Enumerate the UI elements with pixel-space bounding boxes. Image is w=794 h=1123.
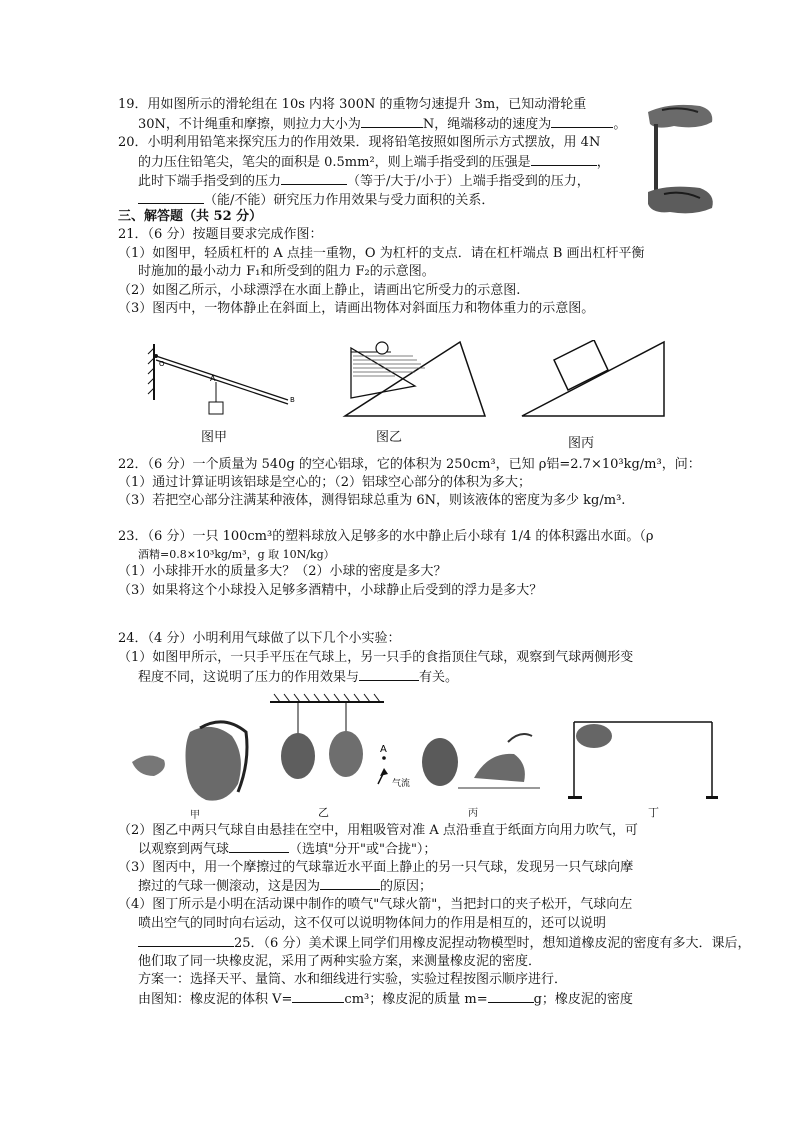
q24-text-a: 程度不同，这说明了压力的作用效果与 [138,670,360,685]
q24-text-f: 的原因； [380,879,433,894]
q20-line3 [138,172,590,191]
q20-blank-compare[interactable] [281,172,347,185]
q19-line1: 19．用如图所示的滑轮组在 10s 内将 300N 的重物匀速提升 3m，已知动滑轮重 [118,97,587,112]
q21-p2: （2）如图乙所示，小球漂浮在水面上静止，请画出它所受力的示意图. [118,283,521,298]
caption-balloon-jia: 甲 [190,810,200,821]
floating-ball [376,342,388,354]
q24-p3 [138,877,432,896]
lever-label-b: B [290,396,295,404]
q24-p3a: （3）图丙中，用一个摩擦过的气球靠近水平面上静止的另一只气球，发现另一只气球向摩 [118,860,634,875]
q22-p1: （1）通过计算证明该铝球是空心的；（2）铝球空心部分的体积为多大； [118,475,532,490]
caption-fig-yi: 图乙 [376,430,403,445]
q20-text-c: 此时下端手指受到的压力 [138,174,282,189]
q20-blank-can[interactable] [138,191,204,204]
q25-text-d: g；橡皮泥的密度 [533,992,633,1007]
point-a-label: A [380,744,387,755]
balloon-experiments-figure [128,692,718,814]
q24-blank-3[interactable] [320,877,380,890]
q22-p3: （3）若把空心部分注满某种液体，测得铝球总重为 6N，则该液体的密度为多少 kg/m³. [118,493,626,508]
balloon-rocket [576,724,612,748]
q24-text-b: 有关。 [419,670,459,685]
q20-text-d: （等于/大于/小于）上端手指受到的压力， [347,174,590,189]
q21-p1a: （1）如图甲，轻质杠杆的 A 点挂一重物，O 为杠杆的支点．请在杠杆端点 B 画出杠杆平衡 [118,246,645,261]
q25-blank-mass[interactable] [488,990,534,1003]
balloon-yi-left [281,733,315,779]
balloon-jia [186,727,241,801]
q19-line2 [138,115,626,134]
q20-line1: 20．小明利用铅笔来探究压力的作用效果．现将铅笔按照如图所示方式摆放，用 4N [118,135,601,150]
q25-p4 [138,990,633,1009]
q24-text-e: 擦过的气球一侧滚动，这是因为 [138,879,321,894]
finger-press [132,755,165,776]
q24-p4b: 喷出空气的同时向右运动，这不仅可以说明物体间力的作用是相互的，还可以说明 [138,916,607,931]
caption-fig-bing: 图丙 [568,436,595,451]
q22-head: 22．（6 分）一个质量为 540g 的空心铝球，它的体积为 250cm³，已知 ρ铝=2.7×10³kg/m³，问： [118,457,701,472]
point-a [382,756,386,760]
caption-balloon-bing: 丙 [468,808,478,819]
q19-text-a: 30N，不计绳重和摩擦，则拉力大小为 [138,117,361,132]
q19-text-b: N，绳端移动的速度为 [422,117,552,132]
q23-p3: （3）如果将这个小球投入足够多酒精中，小球静止后受到的浮力是多大？ [118,583,543,598]
q19-text-c: 。 [613,117,627,132]
caption-fig-jia: 图甲 [201,430,228,445]
q21-head: 21．（6 分）按题目要求完成作图： [118,227,323,242]
balloon-yi-right [329,731,363,777]
airflow-label: 气流 [392,779,411,789]
q20-text-e: （能/不能）研究压力作用效果与受力面积的关系． [204,193,495,208]
q19-blank-force[interactable] [361,115,423,128]
q24-text-d: （选填"分开"或"合拢"）； [289,842,437,857]
q20-blank-pressure[interactable] [531,153,597,166]
q23-head2: 酒精=0.8×10³kg/m³，g 取 10N/kg） [138,548,335,561]
q25-text-c: cm³；橡皮泥的质量 m= [344,992,488,1007]
q20-line2 [138,153,610,172]
q25-text-b: 由图知：橡皮泥的体积 V= [138,992,293,1007]
lever-label-o: O [159,360,165,368]
caption-balloon-ding: 丁 [648,806,659,819]
q24-p2a: （2）图乙中两只气球自由悬挂在空中，用粗吸管对准 A 点沿垂直于纸面方向用力吹气，可 [118,823,638,838]
q20-text-a: 的力压住铅笔尖，笔尖的面积是 0.5mm²，则上端手指受到的压强是 [138,155,531,170]
q24-p2 [138,840,436,859]
q25-p2: 他们取了同一块橡皮泥，采用了两种实验方案，来测量橡皮泥的密度． [138,954,542,969]
q24-blank-4[interactable] [138,934,234,947]
block-on-incline [554,340,608,390]
q21-p3: （3）图丙中，一物体静止在斜面上，请画出物体对斜面压力和物体重力的示意图。 [118,301,595,316]
q23-head: 23．（6 分）一只 100cm³的塑料球放入足够多的水中静止后小球有 1/4 的体积露出水面。（ρ [118,529,654,544]
q24-text-c: 以观察到两气球 [138,842,230,857]
q20-text-b: ， [596,155,610,170]
q24-blank-2[interactable] [229,840,289,853]
lever-figure [140,340,310,430]
q19-blank-speed[interactable] [551,115,613,128]
q25-text-a: 25．（6 分）美术课上同学们用橡皮泥捏动物模型时，想知道橡皮泥的密度有多大．课后， [234,936,751,951]
q24-blank-1[interactable] [359,668,419,681]
q25-p3: 方案一：选择天平、量筒、水和细线进行实验，实验过程按图示顺序进行． [138,972,568,987]
q25-line1 [138,934,750,953]
q24-p1 [138,668,458,687]
pencil-fingers-figure [640,100,720,220]
q24-head: 24．（4 分）小明利用气球做了以下几个小实验： [118,631,401,646]
q25-blank-volume[interactable] [292,990,344,1003]
q24-p1a: （1）如图甲所示，一只手平压在气球上，另一只手的食指顶住气球，观察到气球两侧形变 [118,650,634,665]
balloon-bing-rolling [474,754,525,782]
floating-ball-figure [325,338,490,420]
caption-balloon-yi: 乙 [318,806,329,819]
incline-block-figure [520,340,670,420]
q21-p1b: 时施加的最小动力 F₁和所受到的阻力 F₂的示意图。 [138,264,435,279]
lever-label-a: A [210,374,216,383]
section-title: 三、解答题（共 52 分） [118,209,263,224]
q23-p1: （1）小球排开水的质量多大？（2）小球的密度是多大？ [118,564,447,579]
q24-p4a: （4）图丁所示是小明在活动课中制作的喷气"气球火箭"，当把封口的夹子松开，气球向左 [118,897,633,912]
balloon-bing-rubbed [422,738,458,786]
